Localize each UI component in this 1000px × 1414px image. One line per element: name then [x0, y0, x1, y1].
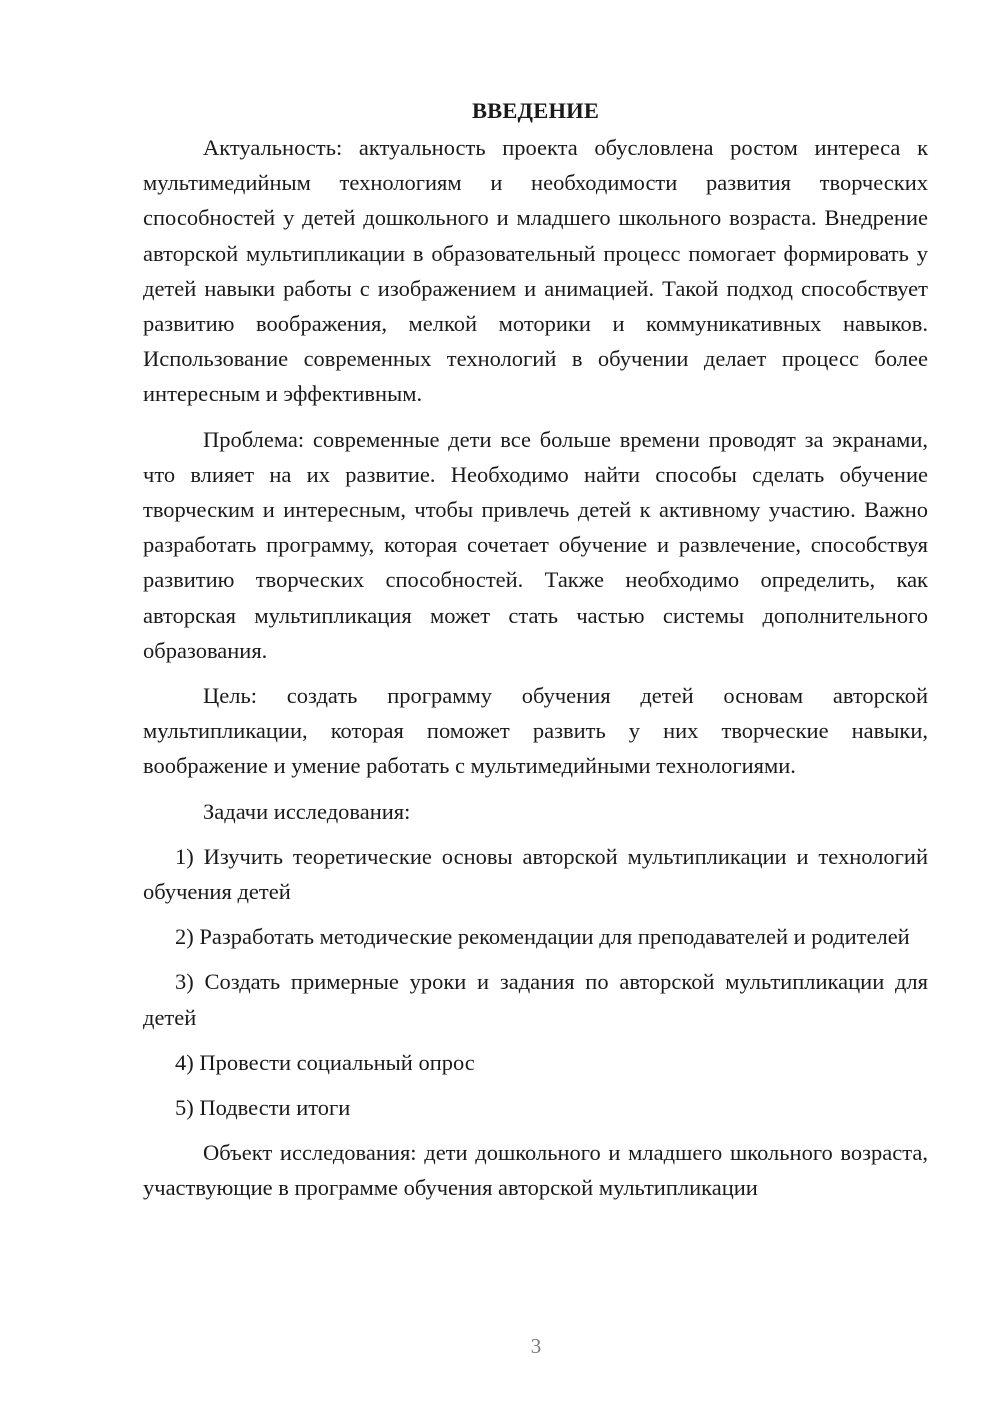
- page-number: 3: [530, 1334, 542, 1358]
- page-content: [143, 96, 928, 1216]
- paragraph-relevance: Актуальность: актуальность проекта обусловлена ростом интереса к мультимедийным технологиям и необходимости развития творческих способностей у детей дошкольного и младшего школьного возраста. Внедрение авторской мультипликации в образовательный процесс помогает формировать у детей навыки работы с изображением и анимацией. Такой подход способствует развитию воображения, мелкой моторики и коммуникативных навыков. Использование современных технологий в обучении делает процесс более интересным и эффективным.: [143, 135, 928, 407]
- task-item-2: 2) Разработать методические рекомендации для преподавателей и родителей: [175, 924, 910, 950]
- page-title: ВВЕДЕНИЕ: [471, 98, 600, 123]
- task-item-1: 1) Изучить теоретические основы авторской мультипликации и технологий обучения детей: [143, 843, 928, 905]
- paragraph-problem: Проблема: современные дети все больше времени проводят за экранами, что влияет на их развитие. Необходимо найти способы сделать обучение творческим и интересным, чтобы привлечь детей к активному участию. Важно разработать программу, которая сочетает обучение и развлечение, способствуя развитию творческих способностей. Также необходимо определить, как авторская мультипликация может стать частью системы дополнительного образования.: [143, 426, 928, 663]
- task-item-3: 3) Создать примерные уроки и задания по авторской мультипликации для детей: [143, 969, 928, 1030]
- task-item-4: 4) Провести социальный опрос: [175, 1049, 475, 1075]
- paragraph-research-object: Объект исследования: дети дошкольного и младшего школьного возраста, участвующие в программе обучения авторской мультипликации: [143, 1140, 928, 1201]
- tasks-heading: Задачи исследования:: [203, 798, 411, 824]
- paragraph-goal: Цель: создать программу обучения детей основам авторской мультипликации, которая поможет развить у них творческие навыки, воображение и умение работать с мультимедийными технологиями.: [143, 683, 928, 779]
- task-item-5: 5) Подвести итоги: [175, 1095, 351, 1121]
